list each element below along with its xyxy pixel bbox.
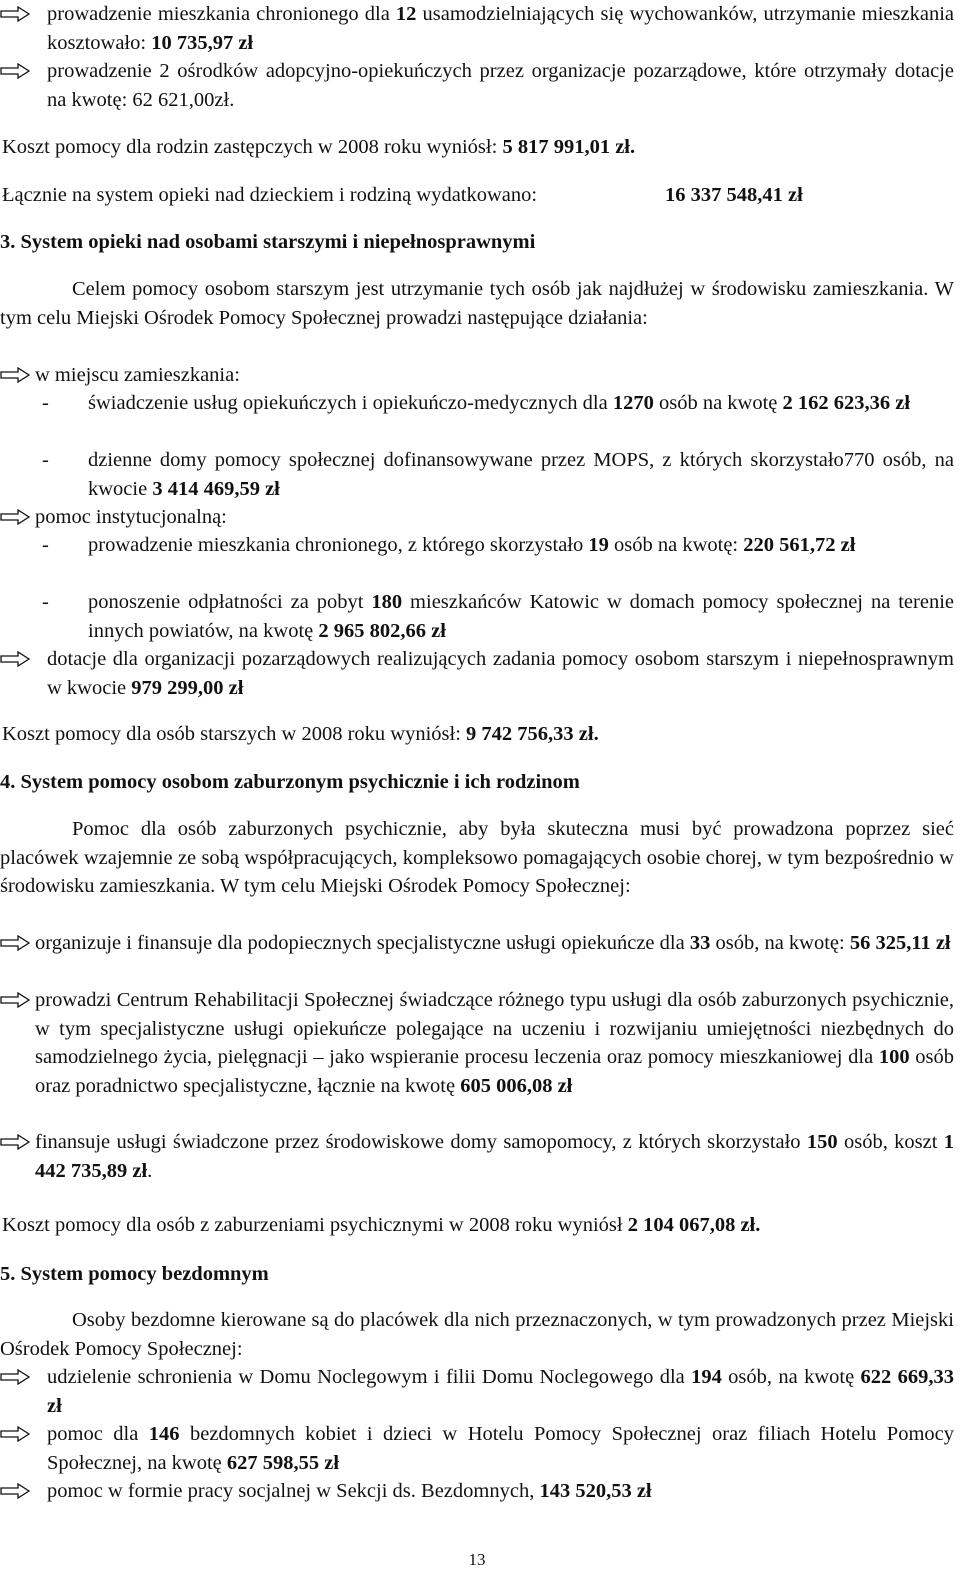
bold-value: 146	[148, 1423, 180, 1445]
bold-value: 33	[689, 932, 711, 954]
summary-label: Koszt pomocy dla rodzin zastępczych w 2008 roku wyniósł:	[2, 136, 498, 158]
summary-line	[2, 720, 599, 749]
list-item-text: udzielenie schronienia w Domu Noclegowym i filii Domu Noclegowego dla 194 osób, na kwotę 622 669,33 zł	[47, 1366, 954, 1417]
summary-label: Koszt pomocy dla osób z zaburzeniami psychicznymi w 2008 roku wyniósł	[2, 1214, 623, 1236]
arrow-icon	[0, 1134, 30, 1150]
list-item-text: dotacje dla organizacji pozarządowych realizujących zadania pomocy osobom starszym i niepełnosprawnym w kwocie 979 299,00 zł	[47, 648, 954, 699]
section-heading: 4. System pomocy osobom zaburzonym psychicznie i ich rodzinom	[0, 771, 580, 793]
list-item	[0, 0, 954, 57]
bold-value: 605 006,08 zł	[460, 1074, 573, 1097]
bold-value: 2 162 623,36 zł	[782, 392, 911, 414]
section-intro: Osoby bezdomne kierowane są do placówek dla nich przeznaczonych, w tym prowadzonych przez Miejski Ośrodek Pomocy Społecznej:	[0, 1309, 954, 1360]
list-item-label: w miejscu zamieszkania:	[35, 364, 240, 386]
bold-value: 12	[395, 3, 417, 25]
arrow-icon	[0, 509, 30, 525]
bold-value: 2 965 802,66 zł	[318, 619, 446, 642]
sub-list-item	[0, 531, 954, 560]
arrow-icon	[0, 992, 30, 1008]
list-item-text: prowadzenie mieszkania chronionego dla 12 usamodzielniających się wychowanków, utrzymanie mieszkania kosztowało: 10 735,97 zł	[47, 3, 954, 54]
sub-list-item	[0, 446, 954, 503]
bold-value: 627 598,55 zł	[226, 1451, 340, 1474]
total-label: Łącznie na system opieki nad dzieckiem i rodziną wydatkowano:	[2, 184, 538, 206]
bold-value: 3 414 469,59 zł	[152, 477, 280, 500]
dash-marker: -	[42, 534, 49, 556]
list-item	[0, 503, 954, 532]
sub-list-item	[0, 588, 954, 645]
list-item	[0, 1477, 954, 1506]
bold-value: 220 561,72 zł	[743, 534, 856, 556]
summary-line	[2, 133, 635, 162]
sub-list-item-text: ponoszenie odpłatności za pobyt 180 mieszkańców Katowic w domach pomocy społecznej na terenie innych powiatów, na kwotę 2 965 802,66 zł	[88, 591, 954, 642]
list-item	[0, 986, 954, 1100]
dash-marker: -	[42, 591, 49, 613]
summary-value: 5 817 991,01 zł.	[502, 136, 636, 158]
arrow-icon	[0, 935, 30, 951]
bold-value: 622 669,33 zł	[47, 1366, 954, 1417]
section-heading: 5. System pomocy bezdomnym	[0, 1263, 269, 1285]
summary-value: 9 742 756,33 zł.	[466, 723, 599, 745]
sub-list-item-text: świadczenie usług opiekuńczych i opiekuńczo-medycznych dla 1270 osób na kwotę 2 162 623,36 zł	[88, 392, 911, 414]
section-heading: 3. System opieki nad osobami starszymi i niepełnosprawnymi	[0, 231, 536, 253]
arrow-icon	[0, 367, 30, 383]
page-number: 13	[468, 1550, 486, 1569]
list-item	[0, 1128, 954, 1185]
list-item-text: pomoc dla 146 bezdomnych kobiet i dzieci w Hotelu Pomocy Społecznej oraz filiach Hotelu Pomocy Społecznej, na kwotę 627 598,55 zł	[47, 1423, 954, 1474]
bold-value: 56 325,11 zł	[849, 932, 951, 954]
bold-value: 100	[878, 1046, 910, 1068]
arrow-icon	[0, 6, 30, 22]
arrow-icon	[0, 63, 30, 79]
summary-value: 2 104 067,08 zł.	[627, 1214, 761, 1236]
bold-value: 1270	[612, 392, 654, 414]
dash-marker: -	[42, 449, 49, 471]
total-value: 16 337 548,41 zł	[665, 184, 803, 206]
list-item	[0, 929, 954, 958]
list-item-text: prowadzenie 2 ośrodków adopcyjno-opiekuńczych przez organizacje pozarządowe, które otrzymały dotacje na kwotę: 62 621,00zł.	[47, 60, 954, 111]
section-intro: Celem pomocy osobom starszym jest utrzymanie tych osób jak najdłużej w środowisku zamieszkania. W tym celu Miejski Ośrodek Pomocy Społecznej prowadzi następujące działania:	[0, 278, 954, 329]
list-item	[0, 1363, 954, 1420]
sub-list-item-text: prowadzenie mieszkania chronionego, z którego skorzystało 19 osób na kwotę: 220 561,72 zł	[88, 534, 856, 556]
arrow-icon	[0, 1483, 30, 1499]
arrow-icon	[0, 1426, 30, 1442]
bold-value: 1 442 735,89 zł	[35, 1131, 955, 1182]
bold-value: 979 299,00 zł	[131, 676, 244, 699]
dash-marker: -	[42, 392, 49, 414]
list-item	[0, 645, 954, 702]
bold-value: 19	[588, 534, 609, 556]
list-item-text: organizuje i finansuje dla podopiecznych specjalistyczne usługi opiekuńcze dla 33 osób, na kwotę: 56 325,11 zł	[35, 932, 951, 954]
list-item-text: prowadzi Centrum Rehabilitacji Społecznej świadczące różnego typu usługi dla osób zaburzonych psychicznie, w tym specjalistyczne usługi opiekuńcze polegające na uczeniu i rozwijaniu umiejętności niezbędnych do samodzielnego życia, pielęgnacji – jako wspieranie procesu leczenia oraz pomocy mieszkaniowej dla 100 osób oraz poradnictwo specjalistyczne, łącznie na kwotę 605 006,08 zł	[35, 989, 954, 1097]
summary-label: Koszt pomocy dla osób starszych w 2008 roku wyniósł:	[2, 723, 461, 745]
summary-line	[2, 1211, 760, 1240]
list-item	[0, 57, 954, 114]
bold-value: 150	[806, 1131, 838, 1153]
sub-list-item-text: dzienne domy pomocy społecznej dofinansowywane przez MOPS, z których skorzystało770 osób, na kwocie 3 414 469,59 zł	[88, 449, 954, 500]
total-line	[2, 181, 537, 210]
list-item-text: finansuje usługi świadczone przez środowiskowe domy samopomocy, z których skorzystało 150 osób, koszt 1 442 735,89 zł.	[35, 1131, 955, 1182]
bold-value: 194	[691, 1366, 722, 1388]
sub-list-item	[0, 389, 954, 418]
section-intro: Pomoc dla osób zaburzonych psychicznie, aby była skuteczna musi być prowadzona poprzez sieć placówek wzajemnie ze sobą współpracujących, kompleksowo pomagających osobie chorej, w tym bezpośrednio w środowisku zamieszkania. W tym celu Miejski Ośrodek Pomocy Społecznej:	[0, 818, 954, 897]
list-item-label: pomoc instytucjonalną:	[35, 506, 227, 528]
arrow-icon	[0, 651, 30, 667]
bold-value: 10 735,97 zł	[151, 31, 254, 54]
arrow-icon	[0, 1369, 30, 1385]
list-item	[0, 361, 954, 390]
bold-value: 180	[371, 591, 403, 613]
list-item	[0, 1420, 954, 1477]
bold-value: 143 520,53 zł	[539, 1480, 652, 1502]
list-item-text: pomoc w formie pracy socjalnej w Sekcji ds. Bezdomnych, 143 520,53 zł	[47, 1480, 652, 1502]
